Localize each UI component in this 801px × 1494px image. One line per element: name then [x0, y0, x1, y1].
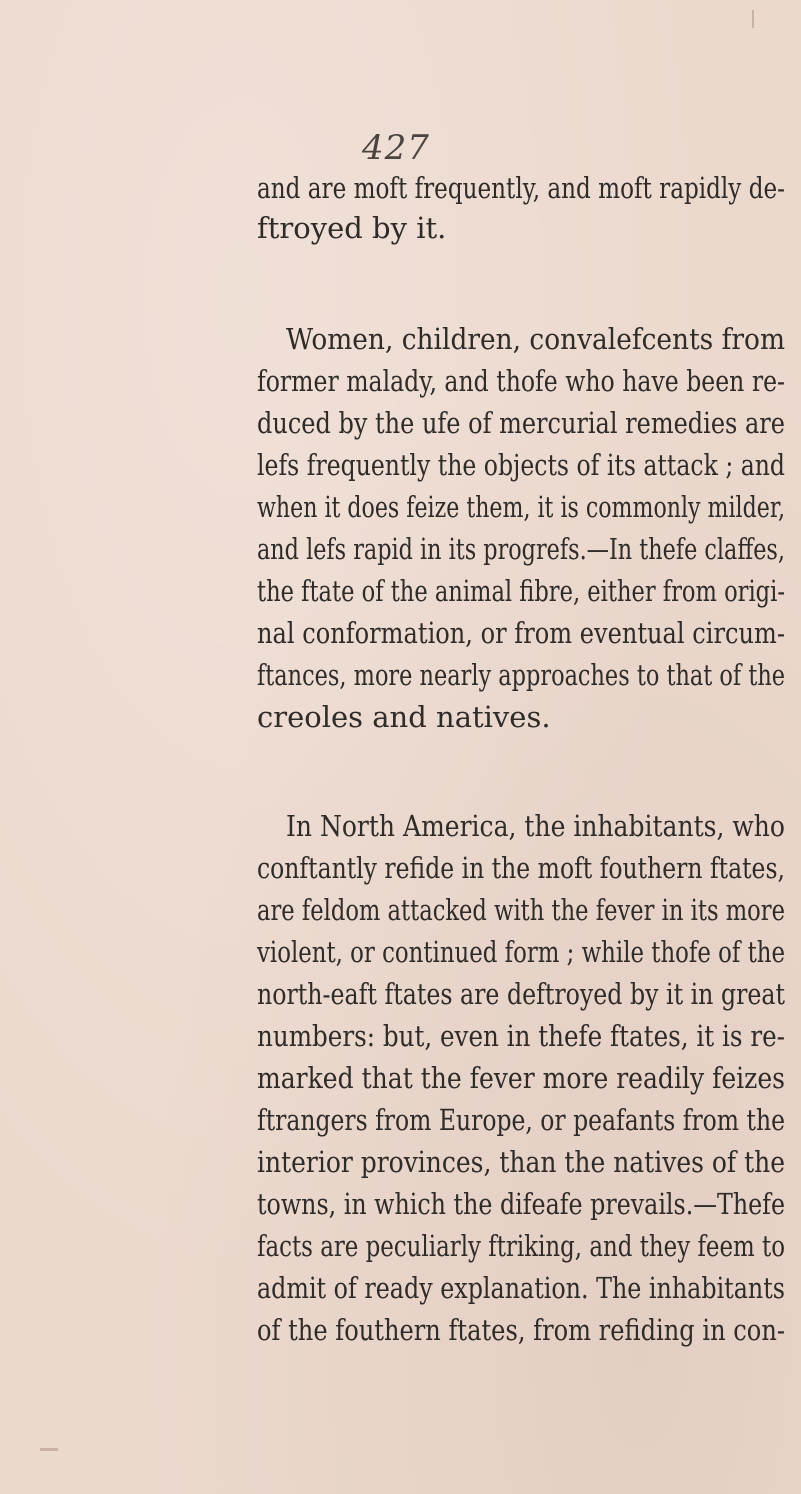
text-line: and lefs rapid in its progrefs.—In thefe claffes,	[257, 532, 785, 566]
text-line: Women, children, convalefcents from	[286, 322, 785, 356]
text-line: former malady, and thofe who have been re-	[257, 364, 786, 398]
text-line: towns, in which the difeafe prevails.—Thefe	[257, 1187, 786, 1221]
text-line: of the fouthern ftates, from refiding in con-	[257, 1313, 785, 1347]
text-line: the ftate of the animal fibre, either from origi-	[257, 574, 785, 608]
text-line: marked that the fever more readily feizes	[257, 1061, 786, 1095]
text-line: ftroyed by it.	[257, 211, 447, 245]
text-line: when it does feize them, it is commonly milder,	[257, 490, 785, 524]
page-edge-mark	[752, 10, 754, 28]
text-line: admit of ready explanation. The inhabitants	[257, 1271, 786, 1305]
text-line: numbers: but, even in thefe ftates, it is re-	[257, 1019, 785, 1053]
text-line: ftances, more nearly approaches to that of the	[257, 658, 786, 692]
text-line: nal conformation, or from eventual circum-	[257, 616, 785, 650]
text-line: are feldom attacked with the fever in its more	[257, 893, 785, 927]
text-line: In North America, the inhabitants, who	[286, 809, 785, 843]
text-line: interior provinces, than the natives of the	[257, 1145, 785, 1179]
text-line: duced by the ufe of mercurial remedies are	[257, 406, 785, 440]
text-line: conftantly refide in the moft fouthern ftates,	[257, 851, 785, 885]
page-edge-mark	[40, 1448, 58, 1451]
text-line: and are moft frequently, and moft rapidly de-	[257, 171, 785, 205]
text-line: violent, or continued form ; while thofe of the	[257, 935, 786, 969]
page-number: 427	[362, 128, 430, 168]
text-line: lefs frequently the objects of its attack ; and	[257, 448, 785, 482]
text-line: ftrangers from Europe, or peafants from the	[257, 1103, 785, 1137]
text-line: creoles and natives.	[257, 700, 551, 734]
text-line: north-eaft ftates are deftroyed by it in great	[257, 977, 786, 1011]
text-line: facts are peculiarly ftriking, and they feem to	[257, 1229, 786, 1263]
